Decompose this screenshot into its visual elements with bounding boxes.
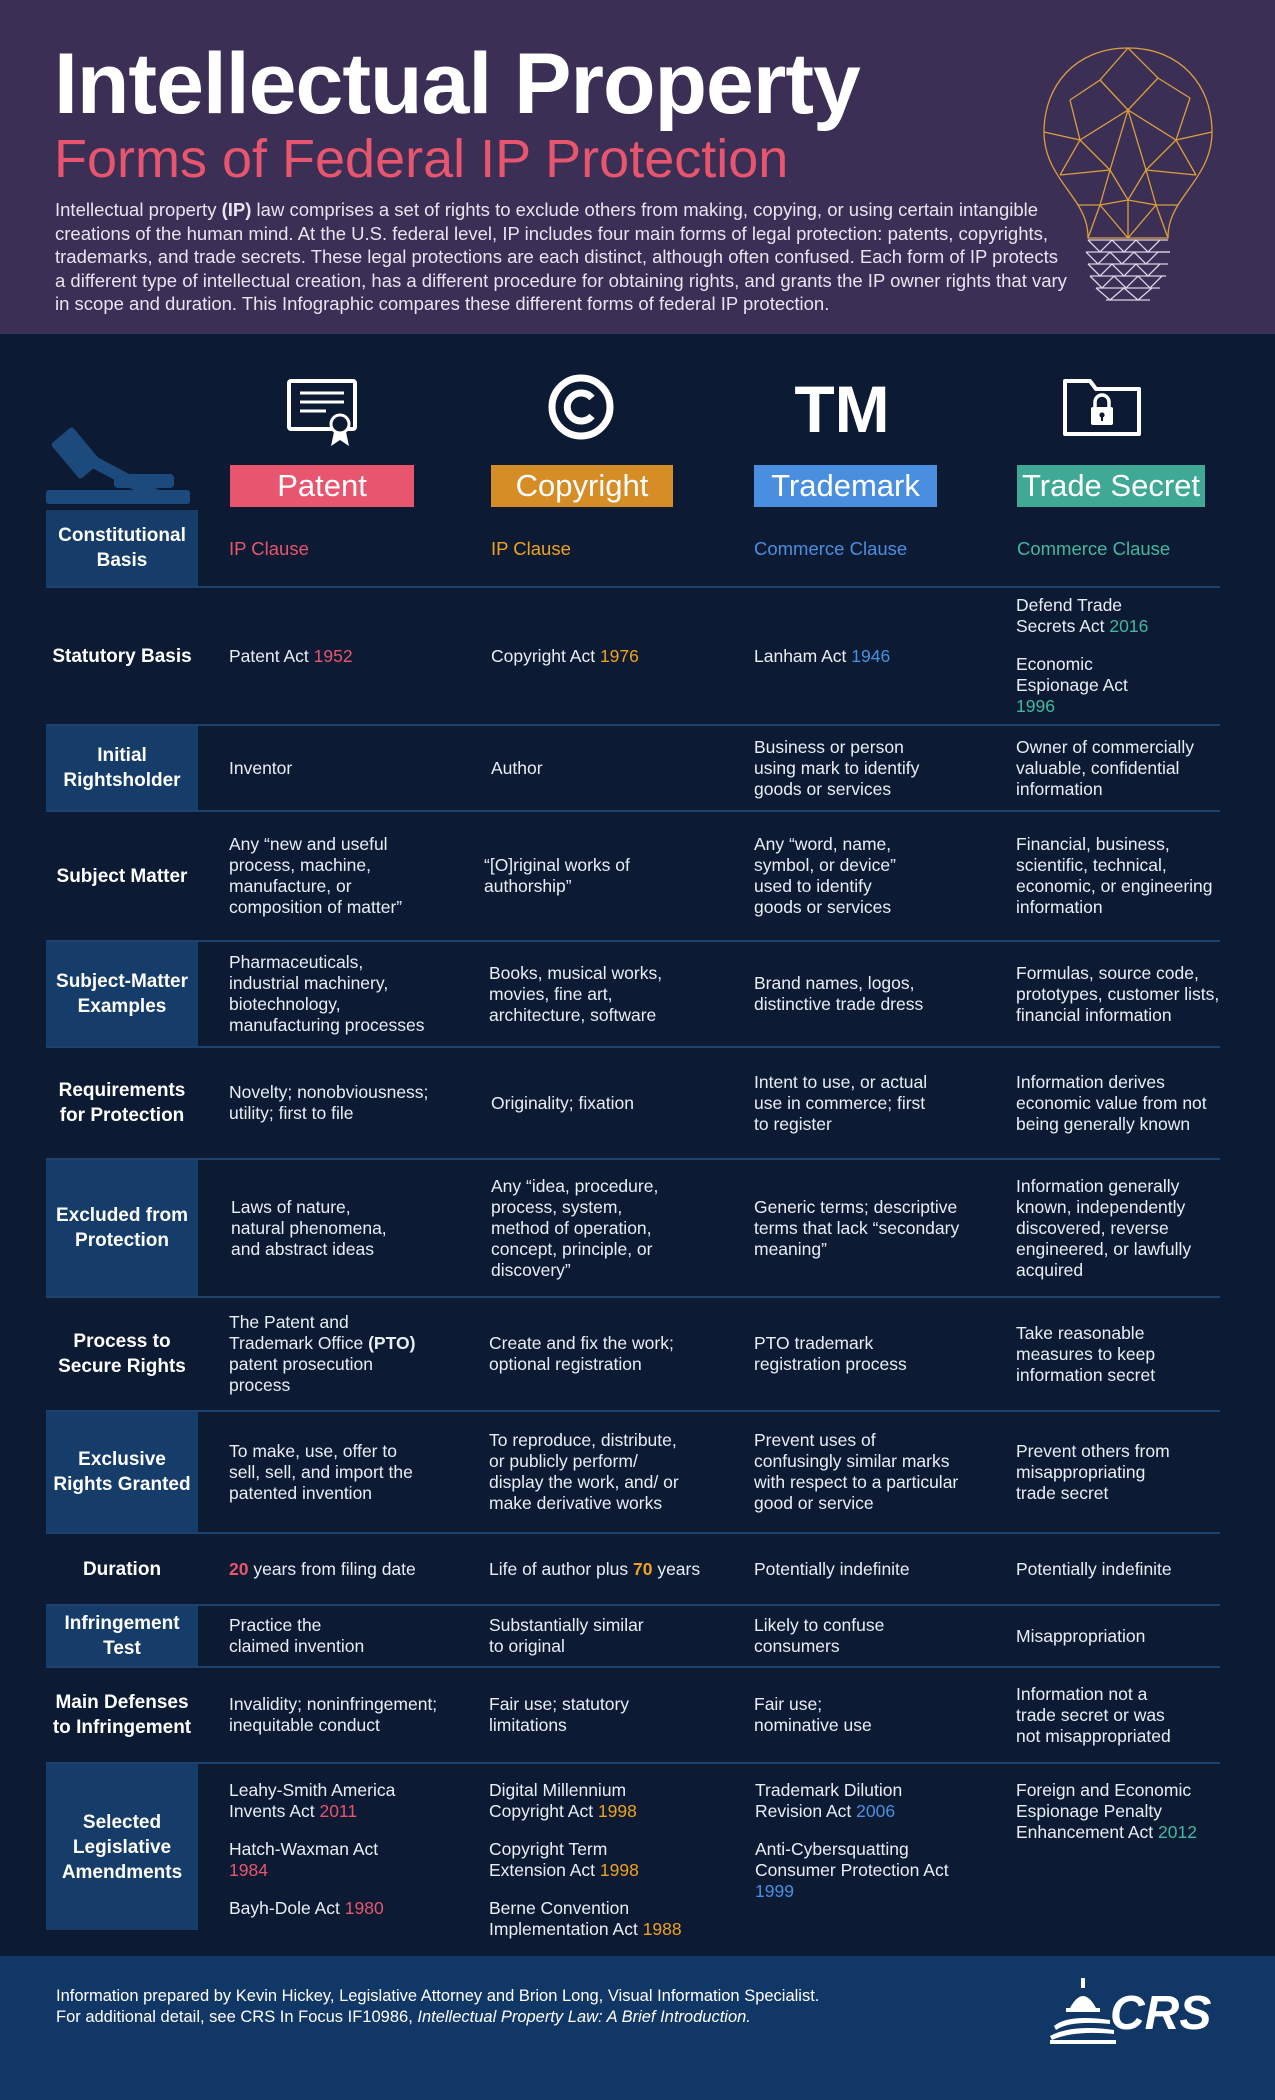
cell-patent-subject: Any “new and useful process, machine, manufacture, or composition of matter” <box>229 834 403 917</box>
trademark-icon: TM <box>794 372 890 446</box>
cell-copyright-amendments <box>489 1780 689 1939</box>
cell-trademark-process: PTO trademark registration process <box>754 1333 907 1374</box>
column-header-trademark: Trademark <box>754 465 937 507</box>
intro-paragraph: Intellectual property (IP) law comprises a set of rights to exclude others from making, copying, or using certain intangible creations of the human mind. At the U.S. federal level, IP includes four main forms of legal protection: patents, copyrights, trademarks, and trade secrets. These legal protections are each distinct, although often confused. Each form of IP protects a different type of intellectual creation, has a different procedure for obtaining rights, and grants the IP owner rights that vary in scope and duration. This Infographic compares these different forms of federal IP protection. <box>55 199 1067 314</box>
row-label-main-defenses: Main Defenses to Infringement <box>52 1692 192 1738</box>
cell-patent-process: The Patent and Trademark Office (PTO) patent prosecution process <box>229 1312 416 1395</box>
cell-trade-secret-duration: Potentially indefinite <box>1016 1558 1172 1579</box>
cell-trademark-initial: Business or person using mark to identify goods or services <box>754 736 920 799</box>
cell-trade-secret-exclusive: Prevent others from misappropriating trade secret <box>1016 1440 1170 1503</box>
amendment-item: Leahy-Smith America Invents Act 2011 <box>229 1780 396 1821</box>
row-label-process: Process to Secure Rights <box>58 1331 186 1377</box>
lightbulb-icon <box>1040 40 1216 312</box>
cell-trademark-requirements: Intent to use, or actual use in commerce; first to register <box>754 1071 928 1134</box>
cell-trademark-constitutional: Commerce Clause <box>754 537 908 559</box>
cell-trademark-duration: Potentially indefinite <box>754 1558 910 1579</box>
amendment-item: Hatch-Waxman Act 1984 <box>229 1839 379 1880</box>
crs-logo <box>1048 1978 1218 2048</box>
cell-patent-defenses: Invalidity; noninfringement; inequitable conduct <box>229 1694 438 1735</box>
amendment-item: Bayh-Dole Act 1980 <box>229 1898 384 1918</box>
cell-patent-amendments <box>229 1780 409 1918</box>
cell-patent-infringement: Practice the claimed invention <box>229 1615 365 1656</box>
gavel-icon <box>42 420 192 508</box>
cell-copyright-requirements: Originality; fixation <box>491 1092 634 1113</box>
copyright-icon <box>547 373 615 441</box>
cell-copyright-statutory: Copyright Act 1976 <box>491 645 639 666</box>
row-label-initial-rightsholder: Initial Rightsholder <box>46 726 198 810</box>
cell-copyright-examples: Books, musical works, movies, fine art, architecture, software <box>489 962 663 1025</box>
cell-trade-secret-process: Take reasonable measures to keep information secret <box>1016 1322 1156 1385</box>
cell-copyright-process: Create and fix the work; optional registration <box>489 1333 674 1374</box>
cell-trade-secret-requirements: Information derives economic value from not being generally known <box>1016 1071 1207 1134</box>
cell-copyright-excluded: Any “idea, procedure, process, system, method of operation, concept, principle, or discovery” <box>491 1175 659 1280</box>
footer-line-2: For additional detail, see CRS In Focus IF10986, Intellectual Property Law: A Brief Introduction. <box>56 2008 751 2026</box>
cell-trademark-infringement: Likely to confuse consumers <box>754 1615 885 1656</box>
cell-trade-secret-amendments <box>1016 1780 1206 1880</box>
row-label-exclusive-rights: Exclusive Rights Granted <box>46 1412 198 1532</box>
row-label-statutory-basis: Statutory Basis <box>52 645 192 667</box>
cell-copyright-subject: “[O]riginal works of authorship” <box>484 855 630 896</box>
column-header-trade-secret: Trade Secret <box>1017 465 1205 507</box>
cell-trade-secret-subject: Financial, business, scientific, technical, economic, or engineering information <box>1016 834 1213 917</box>
certificate-icon <box>286 378 358 448</box>
cell-copyright-exclusive: To reproduce, distribute, or publicly perform/ display the work, and/ or make derivative works <box>489 1430 679 1513</box>
cell-copyright-defenses: Fair use; statutory limitations <box>489 1694 630 1735</box>
cell-patent-excluded: Laws of nature, natural phenomena, and abstract ideas <box>231 1196 387 1259</box>
cell-copyright-constitutional: IP Clause <box>491 537 571 559</box>
cell-trade-secret-initial: Owner of commercially valuable, confidential information <box>1016 736 1194 799</box>
row-divider <box>46 1762 1220 1764</box>
row-label-infringement-test: Infringement Test <box>46 1606 198 1666</box>
row-label-subject-matter: Subject Matter <box>56 865 188 887</box>
locked-folder-icon <box>1062 373 1142 437</box>
cell-trademark-amendments <box>755 1780 955 1900</box>
capitol-dome-icon <box>1048 1978 1118 2046</box>
cell-trademark-subject: Any “word, name, symbol, or device” used to identify goods or services <box>754 834 896 917</box>
amendment-item: Anti-Cybersquatting Consumer Protection Act 1999 <box>755 1839 949 1901</box>
cell-trade-secret-constitutional: Commerce Clause <box>1017 537 1171 559</box>
column-header-copyright: Copyright <box>491 465 673 507</box>
cell-trademark-defenses: Fair use; nominative use <box>754 1694 872 1735</box>
column-header-patent: Patent <box>230 465 414 507</box>
amendment-item: Trademark Dilution Revision Act 2006 <box>755 1780 903 1821</box>
cell-trademark-excluded: Generic terms; descriptive terms that lack “secondary meaning” <box>754 1196 960 1259</box>
cell-trade-secret-examples: Formulas, source code, prototypes, customer lists, financial information <box>1016 962 1220 1025</box>
amendment-item: Digital Millennium Copyright Act 1998 <box>489 1780 637 1821</box>
row-label-duration: Duration <box>82 1558 162 1580</box>
cell-patent-requirements: Novelty; nonobviousness; utility; first to file <box>229 1082 429 1123</box>
cell-patent-statutory: Patent Act 1952 <box>229 645 353 666</box>
cell-trade-secret-defenses: Information not a trade secret or was not misappropriated <box>1016 1683 1171 1746</box>
page-subtitle: Forms of Federal IP Protection <box>54 129 789 189</box>
row-label-subject-matter-examples: Subject-Matter Examples <box>46 942 198 1046</box>
footer-line-1: Information prepared by Kevin Hickey, Legislative Attorney and Brion Long, Visual Information Specialist. <box>56 1987 820 2005</box>
crs-logo-text: CRS <box>1110 1987 1212 2040</box>
row-label-legislative-amendments: Selected Legislative Amendments <box>46 1764 198 1930</box>
cell-trademark-statutory: Lanham Act 1946 <box>754 645 891 666</box>
cell-copyright-infringement: Substantially similar to original <box>489 1615 644 1656</box>
cell-trade-secret-excluded: Information generally known, independently discovered, reverse engineered, or lawfully acquired <box>1016 1175 1192 1280</box>
row-label-requirements: Requirements for Protection <box>58 1080 186 1126</box>
cell-trade-secret-statutory: Defend Trade Secrets Act 2016 Economic Espionage Act 1996 <box>1016 595 1149 716</box>
cell-patent-duration: 20 years from filing date <box>229 1558 416 1579</box>
amendment-item: Foreign and Economic Espionage Penalty Enhancement Act 2012 <box>1016 1780 1197 1842</box>
amendment-item: Copyright Term Extension Act 1998 <box>489 1839 639 1880</box>
cell-patent-initial: Inventor <box>229 757 293 778</box>
row-label-constitutional-basis: Constitutional Basis <box>46 510 198 586</box>
cell-trade-secret-infringement: Misappropriation <box>1016 1625 1146 1646</box>
amendment-item: Berne Convention Implementation Act 1988 <box>489 1898 682 1939</box>
cell-patent-exclusive: To make, use, offer to sell, sell, and import the patented invention <box>229 1440 413 1503</box>
cell-trademark-examples: Brand names, logos, distinctive trade dress <box>754 973 924 1014</box>
row-label-excluded: Excluded from Protection <box>46 1160 198 1296</box>
page-title: Intellectual Property <box>54 36 860 132</box>
cell-copyright-duration: Life of author plus 70 years <box>489 1558 701 1579</box>
cell-patent-constitutional: IP Clause <box>229 537 309 559</box>
footer-credits <box>56 1986 819 2028</box>
cell-copyright-initial: Author <box>491 757 543 778</box>
cell-trademark-exclusive: Prevent uses of confusingly similar marks with respect to a particular good or service <box>754 1430 959 1513</box>
cell-patent-examples: Pharmaceuticals, industrial machinery, biotechnology, manufacturing processes <box>229 952 425 1035</box>
